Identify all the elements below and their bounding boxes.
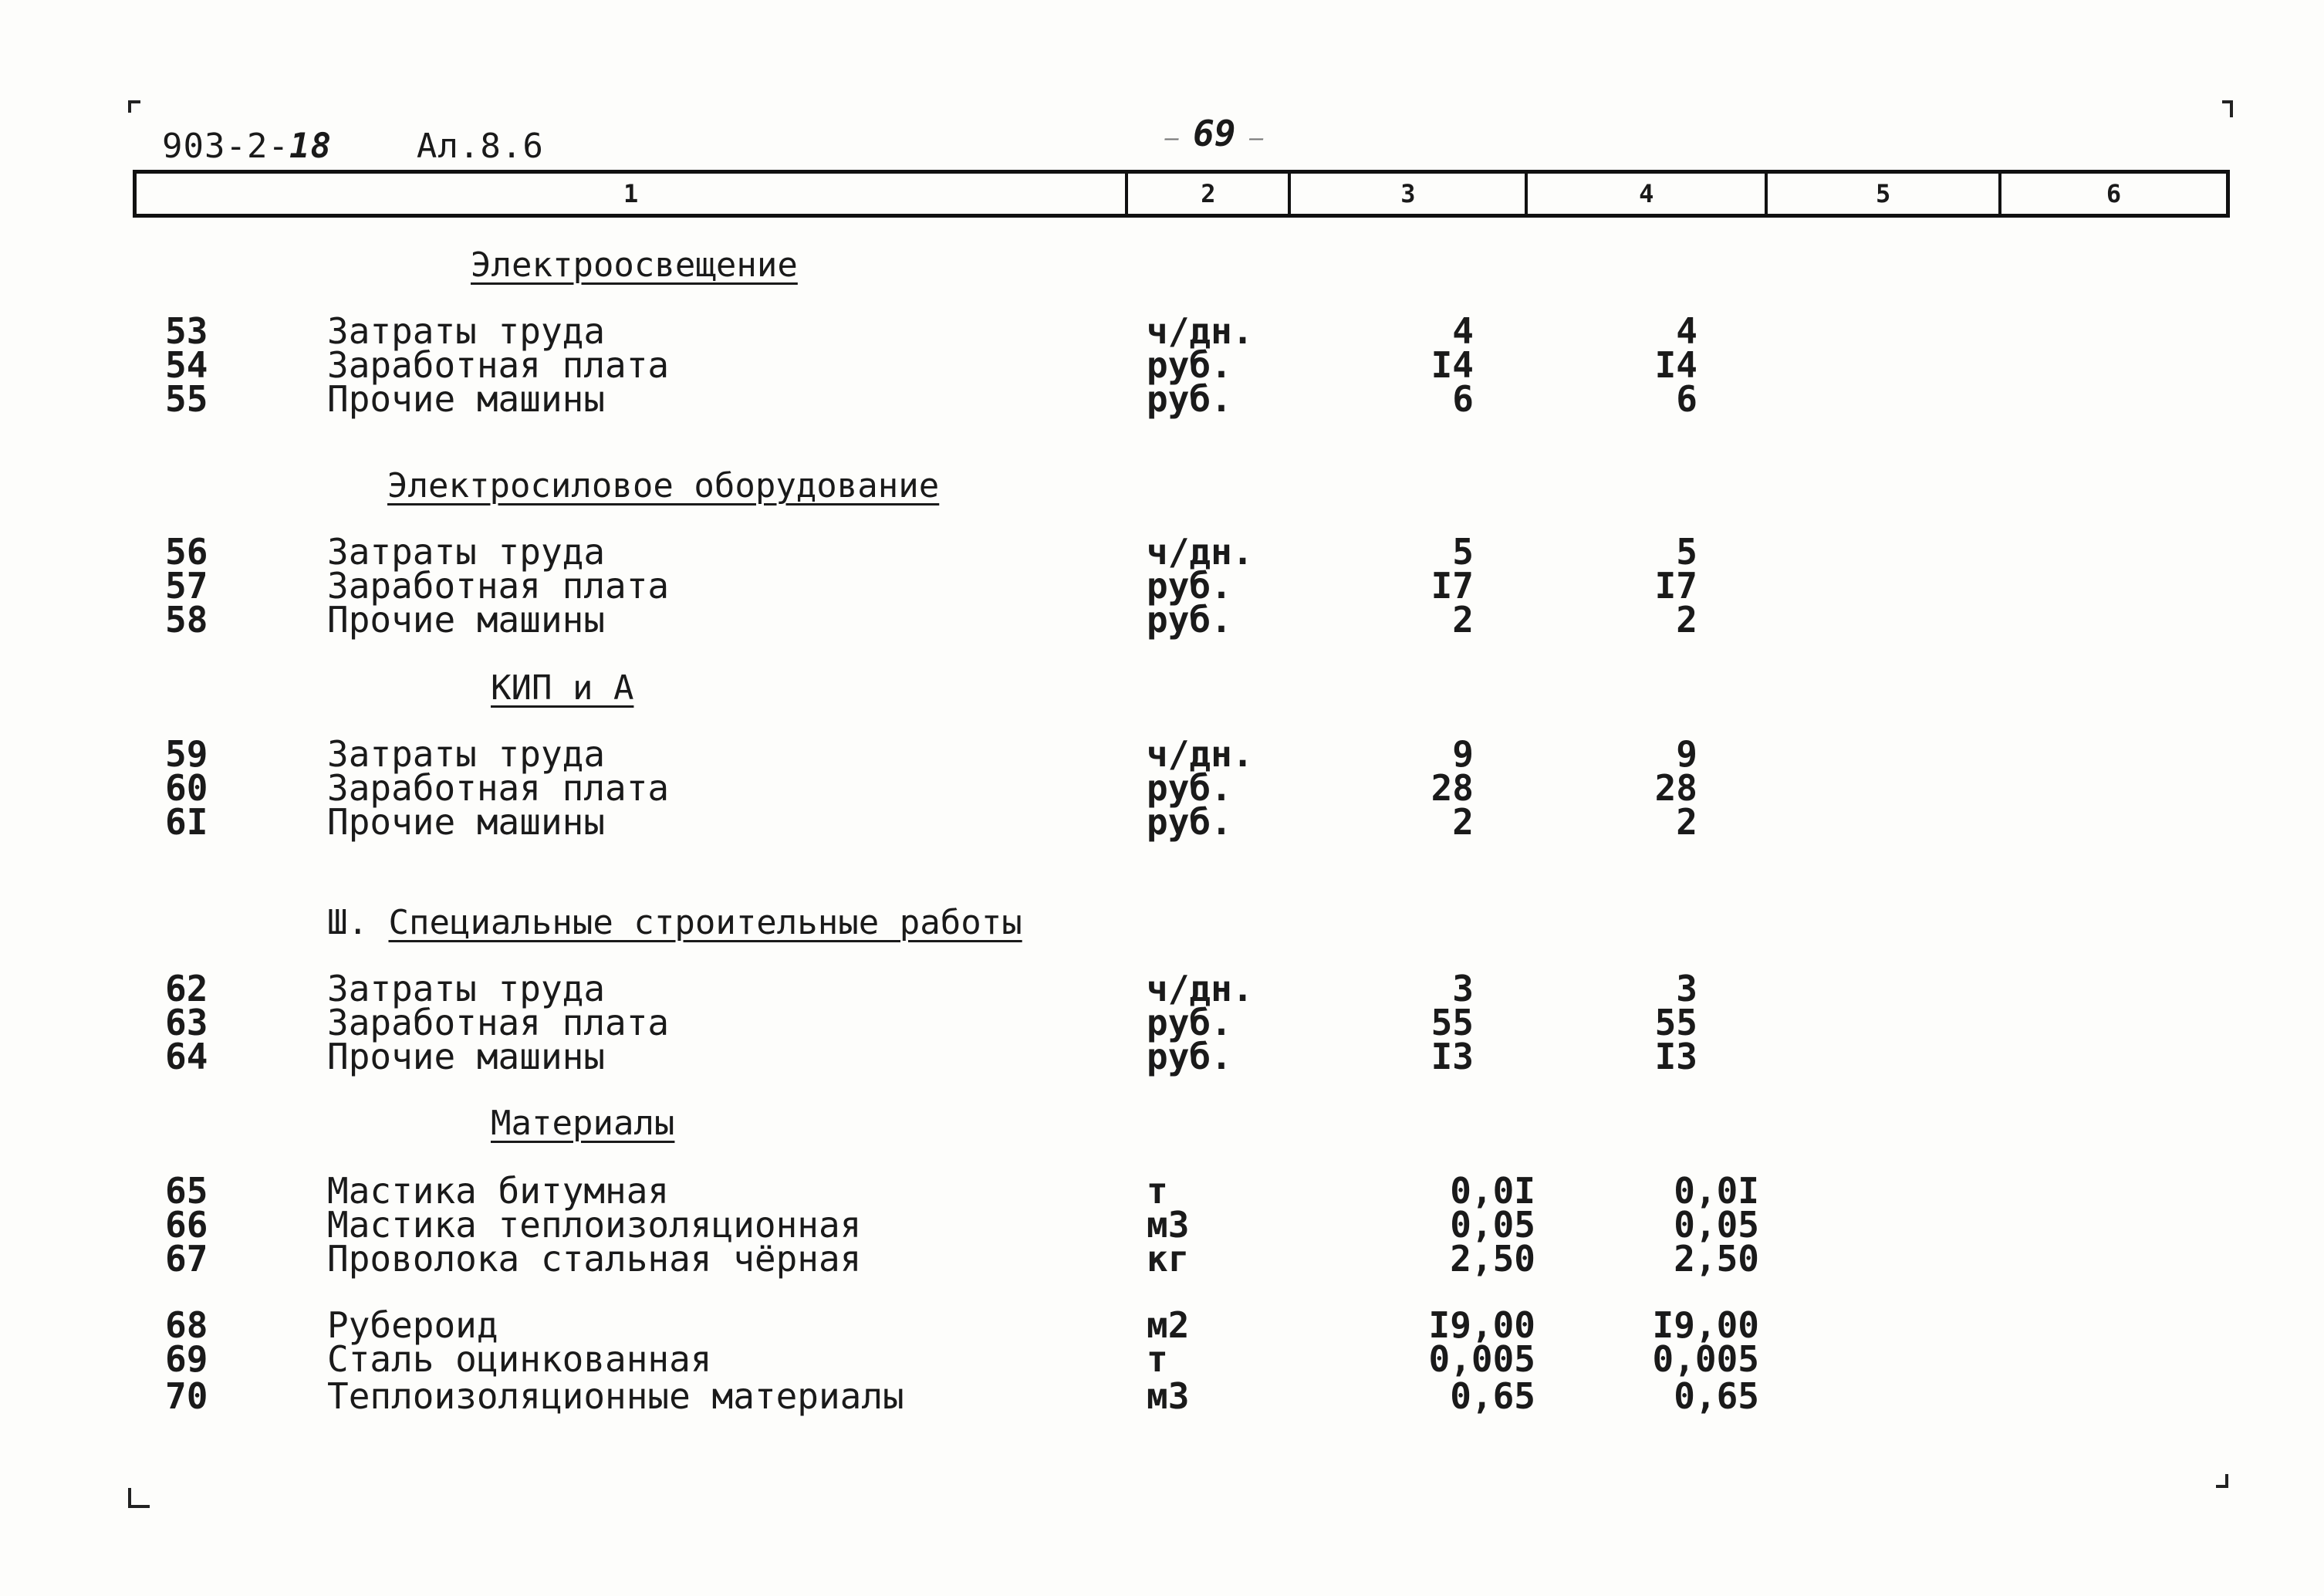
row-name: Затраты труда (327, 310, 606, 352)
row-name: Сталь оцинкованная (327, 1338, 712, 1380)
row-col4: 0,0I (1674, 1170, 1759, 1212)
row-unit: м3 (1147, 1204, 1190, 1246)
row-col3: I9,00 (1428, 1304, 1535, 1346)
row-unit: ч/дн. (1147, 310, 1254, 352)
table-row (0, 378, 2324, 420)
corner-mark-bottom-left (128, 1488, 150, 1508)
row-col3: 9 (1452, 733, 1474, 775)
document-code-prefix: 903-2- (162, 127, 289, 166)
row-unit: ч/дн. (1147, 733, 1254, 775)
row-number: 55 (165, 378, 208, 420)
row-unit: ч/дн. (1147, 968, 1254, 1009)
row-name: Прочие машины (327, 1036, 606, 1077)
row-col4: 5 (1676, 531, 1697, 573)
row-col4: 4 (1676, 310, 1697, 352)
corner-mark-top-right (2222, 100, 2233, 117)
row-number: 59 (165, 733, 208, 775)
row-number: 67 (165, 1238, 208, 1280)
row-col4: 2 (1676, 801, 1697, 843)
column-header-table (133, 170, 2230, 218)
row-number: 53 (165, 310, 208, 352)
row-unit: руб. (1147, 344, 1232, 386)
table-row (0, 801, 2324, 843)
row-unit: т (1147, 1338, 1168, 1380)
row-name: Мастика битумная (327, 1170, 670, 1212)
section-title-materials: Материалы (491, 1104, 675, 1143)
row-col3: 6 (1452, 378, 1474, 420)
row-unit: руб. (1147, 767, 1232, 809)
row-name: Прочие машины (327, 801, 606, 843)
row-number: 63 (165, 1002, 208, 1043)
row-number: 66 (165, 1204, 208, 1246)
row-number: 70 (165, 1375, 208, 1417)
row-col4: I3 (1654, 1036, 1697, 1077)
column-header-1: 1 (137, 174, 1128, 214)
row-unit: кг (1147, 1238, 1190, 1280)
page-number (1165, 113, 1264, 154)
row-col4: I4 (1654, 344, 1697, 386)
row-name: Заработная плата (327, 1002, 670, 1043)
column-header-4: 4 (1528, 174, 1768, 214)
row-unit: т (1147, 1170, 1168, 1212)
row-name: Заработная плата (327, 565, 670, 607)
row-col3: 4 (1452, 310, 1474, 352)
column-header-3: 3 (1291, 174, 1528, 214)
section-title-instrumentation: КИП и А (491, 668, 634, 708)
row-col4: 0,65 (1674, 1375, 1759, 1417)
row-unit: м3 (1147, 1375, 1190, 1417)
row-name: Заработная плата (327, 344, 670, 386)
row-number: 56 (165, 531, 208, 573)
document-code (162, 127, 544, 166)
row-name: Рубероид (327, 1304, 498, 1346)
row-col3: I7 (1431, 565, 1474, 607)
row-col4: 55 (1654, 1002, 1697, 1043)
row-name: Затраты труда (327, 531, 606, 573)
row-col3: 28 (1431, 767, 1474, 809)
row-col3: 0,65 (1450, 1375, 1535, 1417)
row-unit: руб. (1147, 801, 1232, 843)
row-unit: ч/дн. (1147, 531, 1254, 573)
row-col3: 0,005 (1428, 1338, 1535, 1380)
row-name: Мастика теплоизоляционная (327, 1204, 862, 1246)
table-row (0, 1375, 2324, 1417)
row-col4: 2 (1676, 599, 1697, 641)
table-row (0, 599, 2324, 641)
row-col4: 6 (1676, 378, 1697, 420)
table-row (0, 1338, 2324, 1380)
section-title-special-works (327, 903, 1022, 942)
row-number: 69 (165, 1338, 208, 1380)
row-unit: руб. (1147, 378, 1232, 420)
row-col3: 2 (1452, 599, 1474, 641)
page-number-value: 69 (1193, 113, 1236, 154)
row-name: Теплоизоляционные материалы (327, 1375, 904, 1417)
section-title-text: Специальные строительные работы (388, 903, 1022, 942)
row-col3: 0,05 (1450, 1204, 1535, 1246)
row-col3: 0,0I (1450, 1170, 1535, 1212)
row-col3: I3 (1431, 1036, 1474, 1077)
column-header-5: 5 (1768, 174, 2001, 214)
row-col3: 3 (1452, 968, 1474, 1009)
row-unit: руб. (1147, 1002, 1232, 1043)
row-col4: 0,05 (1674, 1204, 1759, 1246)
row-number: 68 (165, 1304, 208, 1346)
row-col4: I7 (1654, 565, 1697, 607)
row-number: 6I (165, 801, 208, 843)
row-unit: руб. (1147, 565, 1232, 607)
column-header-2: 2 (1128, 174, 1291, 214)
row-name: Затраты труда (327, 733, 606, 775)
row-number: 64 (165, 1036, 208, 1077)
row-col4: 9 (1676, 733, 1697, 775)
column-header-6: 6 (2106, 179, 2122, 208)
row-name: Прочие машины (327, 378, 606, 420)
document-code-handwritten: 18 (289, 127, 332, 166)
row-number: 57 (165, 565, 208, 607)
row-name: Заработная плата (327, 767, 670, 809)
row-col4: 2,50 (1674, 1238, 1759, 1280)
row-col3: 2 (1452, 801, 1474, 843)
row-number: 62 (165, 968, 208, 1009)
row-col3: 2,50 (1450, 1238, 1535, 1280)
section-title-power-equipment: Электросиловое оборудование (387, 466, 940, 506)
row-col3: I4 (1431, 344, 1474, 386)
row-name: Прочие машины (327, 599, 606, 641)
section-title-lighting: Электроосвещение (471, 245, 798, 285)
row-number: 58 (165, 599, 208, 641)
corner-mark-bottom-right (2216, 1474, 2228, 1488)
sheet-label: Ал.8.6 (416, 127, 544, 166)
section-roman-numeral: Ш. (327, 903, 368, 942)
row-number: 54 (165, 344, 208, 386)
table-row (0, 1036, 2324, 1077)
row-number: 60 (165, 767, 208, 809)
row-unit: м2 (1147, 1304, 1190, 1346)
table-row (0, 1238, 2324, 1280)
row-col4: I9,00 (1652, 1304, 1759, 1346)
row-number: 65 (165, 1170, 208, 1212)
row-name: Затраты труда (327, 968, 606, 1009)
row-col4: 28 (1654, 767, 1697, 809)
row-col4: 3 (1676, 968, 1697, 1009)
row-col3: 5 (1452, 531, 1474, 573)
row-col4: 0,005 (1652, 1338, 1759, 1380)
row-name: Проволока стальная чёрная (327, 1238, 862, 1280)
row-col3: 55 (1431, 1002, 1474, 1043)
row-unit: руб. (1147, 599, 1232, 641)
corner-mark-top-left (128, 100, 140, 113)
row-unit: руб. (1147, 1036, 1232, 1077)
